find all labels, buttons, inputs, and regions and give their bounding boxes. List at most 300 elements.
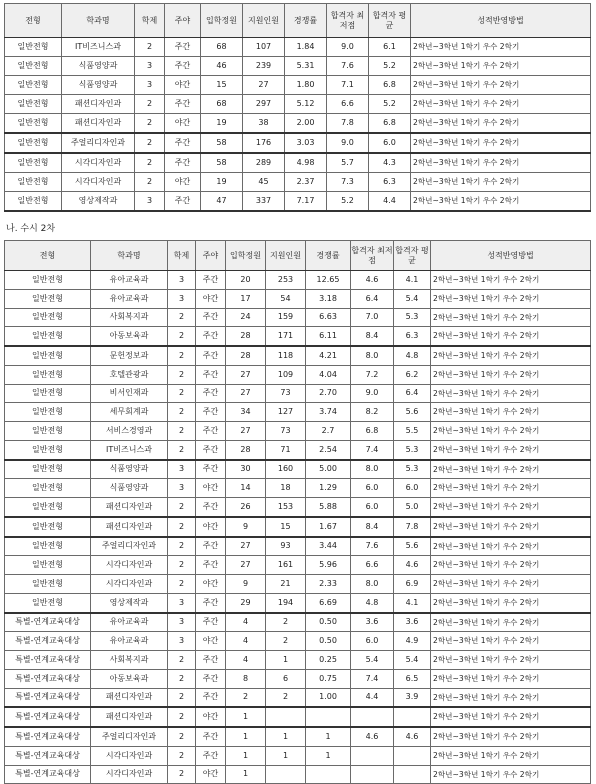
cell-min-score: 8.0 — [351, 346, 394, 365]
cell-quota: 20 — [226, 271, 266, 290]
cell-type: 일반전형 — [5, 460, 91, 479]
cell-applicants: 171 — [266, 327, 306, 346]
cell-grade-method: 2학년~3학년 1학기 우수 2학기 — [431, 271, 591, 290]
cell-type: 일반전형 — [5, 57, 62, 76]
cell-competition-rate: 5.88 — [306, 498, 351, 517]
cell-grade-method: 2학년~3학년 1학기 우수 2학기 — [431, 403, 591, 422]
cell-quota: 2 — [226, 688, 266, 707]
cell-applicants: 107 — [243, 38, 285, 57]
cell-min-score: 7.1 — [327, 76, 369, 95]
cell-avg-score: 4.8 — [394, 346, 431, 365]
cell-quota: 8 — [226, 669, 266, 688]
table-row — [5, 422, 591, 441]
cell-quota: 4 — [226, 632, 266, 651]
cell-avg-score: 5.4 — [394, 651, 431, 670]
cell-years: 2 — [135, 173, 165, 192]
cell-grade-method: 2학년~3학년 1학기 우수 2학기 — [431, 498, 591, 517]
col-header-department: 학과명 — [62, 4, 135, 38]
cell-day-night: 주간 — [196, 308, 226, 327]
cell-grade-method: 2학년~3학년 1학기 우수 2학기 — [411, 153, 591, 173]
cell-day-night: 주간 — [165, 38, 201, 57]
cell-day-night: 야간 — [165, 114, 201, 134]
cell-min-score: 7.4 — [351, 669, 394, 688]
cell-quota: 68 — [201, 38, 243, 57]
col-header-type: 전형 — [5, 241, 91, 271]
cell-department: 유아교육과 — [91, 613, 168, 632]
cell-avg-score: 6.0 — [369, 133, 411, 153]
table-row — [5, 746, 591, 765]
cell-type: 일반전형 — [5, 517, 91, 537]
cell-department: 식품영양과 — [91, 479, 168, 498]
cell-quota: 1 — [226, 727, 266, 746]
cell-day-night: 주간 — [196, 556, 226, 575]
cell-min-score: 4.8 — [351, 593, 394, 612]
cell-min-score: 5.7 — [327, 153, 369, 173]
cell-department: IT비즈니스과 — [91, 440, 168, 459]
cell-day-night: 주간 — [196, 613, 226, 632]
cell-competition-rate: 1 — [306, 727, 351, 746]
cell-years: 2 — [168, 575, 196, 594]
cell-applicants: 71 — [266, 440, 306, 459]
cell-department: 식품영양과 — [62, 76, 135, 95]
table-row — [5, 192, 591, 212]
cell-min-score: 8.0 — [351, 575, 394, 594]
table1-header-row — [5, 4, 591, 38]
cell-department: 패션디자인과 — [91, 517, 168, 537]
cell-day-night: 주간 — [196, 440, 226, 459]
cell-applicants: 1 — [266, 746, 306, 765]
table-row — [5, 173, 591, 192]
col-header-avg-score: 합격자 평균 — [372, 11, 407, 30]
cell-competition-rate: 3.44 — [306, 537, 351, 556]
cell-department: 유아교육과 — [91, 271, 168, 290]
cell-quota: 1 — [226, 765, 266, 784]
cell-type: 특별-연계교육대상 — [5, 613, 91, 632]
cell-min-score: 6.0 — [351, 479, 394, 498]
cell-avg-score: 6.3 — [369, 173, 411, 192]
cell-avg-score — [394, 746, 431, 765]
cell-min-score: 6.0 — [351, 632, 394, 651]
cell-department: 시각디자인과 — [62, 153, 135, 173]
cell-avg-score: 5.2 — [369, 57, 411, 76]
cell-quota: 58 — [201, 133, 243, 153]
cell-avg-score: 6.9 — [394, 575, 431, 594]
cell-min-score — [351, 765, 394, 784]
cell-competition-rate: 0.50 — [306, 632, 351, 651]
cell-grade-method: 2학년~3학년 1학기 우수 2학기 — [431, 669, 591, 688]
cell-day-night: 주간 — [165, 133, 201, 153]
cell-min-score: 6.6 — [327, 95, 369, 114]
cell-competition-rate: 4.21 — [306, 346, 351, 365]
cell-applicants: 1 — [266, 651, 306, 670]
cell-avg-score — [394, 707, 431, 727]
cell-grade-method: 2학년~3학년 1학기 우수 2학기 — [431, 707, 591, 727]
cell-years: 3 — [168, 593, 196, 612]
cell-department: 아동보육과 — [91, 327, 168, 346]
cell-grade-method: 2학년~3학년 1학기 우수 2학기 — [431, 632, 591, 651]
cell-competition-rate: 2.54 — [306, 440, 351, 459]
cell-applicants: 289 — [243, 153, 285, 173]
cell-day-night: 주간 — [196, 271, 226, 290]
admission-results-table-1 — [4, 3, 591, 212]
cell-day-night: 주간 — [196, 460, 226, 479]
cell-department: 사회복지과 — [91, 651, 168, 670]
table-row — [5, 517, 591, 537]
cell-min-score: 5.4 — [351, 651, 394, 670]
cell-grade-method: 2학년~3학년 1학기 우수 2학기 — [431, 327, 591, 346]
cell-years: 2 — [168, 308, 196, 327]
cell-applicants: 176 — [243, 133, 285, 153]
cell-competition-rate — [306, 765, 351, 784]
cell-type: 일반전형 — [5, 556, 91, 575]
cell-applicants: 73 — [266, 384, 306, 403]
table-row — [5, 460, 591, 479]
cell-grade-method: 2학년~3학년 1학기 우수 2학기 — [411, 133, 591, 153]
table-row — [5, 95, 591, 114]
cell-years: 2 — [168, 365, 196, 384]
cell-avg-score: 4.1 — [394, 593, 431, 612]
cell-department: 주얼리디자인과 — [91, 727, 168, 746]
table2-header-row — [5, 241, 591, 271]
cell-grade-method: 2학년~3학년 1학기 우수 2학기 — [411, 38, 591, 57]
cell-day-night: 주간 — [165, 192, 201, 212]
col-header-min-score: 합격자 최저점 — [351, 246, 393, 265]
cell-min-score: 6.4 — [351, 289, 394, 308]
cell-applicants: 2 — [266, 632, 306, 651]
cell-competition-rate: 5.96 — [306, 556, 351, 575]
table-row — [5, 765, 591, 784]
col-header-day-night: 주야 — [196, 241, 226, 271]
cell-years: 2 — [168, 669, 196, 688]
cell-years: 3 — [168, 289, 196, 308]
cell-competition-rate: 5.00 — [306, 460, 351, 479]
cell-avg-score: 5.5 — [394, 422, 431, 441]
cell-type: 일반전형 — [5, 440, 91, 459]
table-row — [5, 613, 591, 632]
table-row — [5, 403, 591, 422]
table-row — [5, 556, 591, 575]
table-row — [5, 271, 591, 290]
cell-years: 2 — [135, 133, 165, 153]
cell-applicants: 21 — [266, 575, 306, 594]
table-row — [5, 688, 591, 707]
cell-competition-rate: 1 — [306, 746, 351, 765]
cell-years: 2 — [168, 537, 196, 556]
cell-day-night: 주간 — [196, 669, 226, 688]
cell-min-score: 8.2 — [351, 403, 394, 422]
cell-applicants: 337 — [243, 192, 285, 212]
table-row — [5, 308, 591, 327]
cell-min-score: 9.0 — [351, 384, 394, 403]
cell-applicants: 194 — [266, 593, 306, 612]
cell-competition-rate: 12.65 — [306, 271, 351, 290]
cell-quota: 14 — [226, 479, 266, 498]
cell-avg-score: 6.8 — [369, 114, 411, 134]
cell-competition-rate: 4.04 — [306, 365, 351, 384]
cell-grade-method: 2학년~3학년 1학기 우수 2학기 — [431, 575, 591, 594]
cell-applicants: 93 — [266, 537, 306, 556]
cell-applicants: 160 — [266, 460, 306, 479]
cell-avg-score: 6.0 — [394, 479, 431, 498]
cell-department: 서비스경영과 — [91, 422, 168, 441]
col-header-type: 전형 — [5, 4, 62, 38]
table-row — [5, 669, 591, 688]
cell-competition-rate: 2.37 — [285, 173, 327, 192]
cell-department: IT비즈니스과 — [62, 38, 135, 57]
cell-applicants: 27 — [243, 76, 285, 95]
cell-competition-rate: 1.80 — [285, 76, 327, 95]
cell-department: 시각디자인과 — [91, 556, 168, 575]
admission-results-table-2 — [4, 240, 591, 784]
table-row — [5, 632, 591, 651]
cell-years: 3 — [168, 271, 196, 290]
cell-quota: 27 — [226, 365, 266, 384]
section-title-second-round: 나. 수시 2차 — [6, 224, 56, 234]
cell-applicants: 18 — [266, 479, 306, 498]
cell-grade-method: 2학년~3학년 1학기 우수 2학기 — [411, 114, 591, 134]
cell-day-night: 주간 — [196, 593, 226, 612]
col-header-applicants: 지원인원 — [266, 241, 306, 271]
cell-quota: 46 — [201, 57, 243, 76]
cell-grade-method: 2학년~3학년 1학기 우수 2학기 — [431, 746, 591, 765]
cell-applicants: 297 — [243, 95, 285, 114]
table-row — [5, 289, 591, 308]
cell-grade-method: 2학년~3학년 1학기 우수 2학기 — [431, 613, 591, 632]
cell-min-score — [351, 707, 394, 727]
cell-quota: 30 — [226, 460, 266, 479]
table-row — [5, 346, 591, 365]
cell-min-score: 7.6 — [327, 57, 369, 76]
cell-type: 일반전형 — [5, 38, 62, 57]
cell-years: 2 — [168, 707, 196, 727]
table-row — [5, 38, 591, 57]
cell-competition-rate: 2.00 — [285, 114, 327, 134]
table-row — [5, 593, 591, 612]
cell-avg-score: 3.6 — [394, 613, 431, 632]
cell-quota: 17 — [226, 289, 266, 308]
cell-years: 2 — [168, 346, 196, 365]
cell-competition-rate: 5.12 — [285, 95, 327, 114]
cell-applicants: 15 — [266, 517, 306, 537]
cell-day-night: 야간 — [196, 632, 226, 651]
cell-quota: 27 — [226, 556, 266, 575]
cell-quota: 4 — [226, 613, 266, 632]
cell-grade-method: 2학년~3학년 1학기 우수 2학기 — [431, 556, 591, 575]
cell-avg-score: 5.3 — [394, 460, 431, 479]
cell-min-score: 4.6 — [351, 727, 394, 746]
cell-type: 특별-연계교육대상 — [5, 707, 91, 727]
table-row — [5, 727, 591, 746]
cell-quota: 27 — [226, 384, 266, 403]
cell-avg-score: 4.3 — [369, 153, 411, 173]
cell-day-night: 주간 — [196, 537, 226, 556]
cell-department: 시각디자인과 — [62, 173, 135, 192]
cell-type: 특별-연계교육대상 — [5, 746, 91, 765]
cell-type: 일반전형 — [5, 173, 62, 192]
cell-avg-score: 6.4 — [394, 384, 431, 403]
cell-competition-rate: 6.69 — [306, 593, 351, 612]
cell-years: 3 — [168, 479, 196, 498]
col-header-grade-method: 성적반영방법 — [411, 4, 591, 38]
cell-years: 2 — [168, 727, 196, 746]
cell-quota: 29 — [226, 593, 266, 612]
cell-type: 일반전형 — [5, 346, 91, 365]
cell-min-score: 6.6 — [351, 556, 394, 575]
cell-type: 일반전형 — [5, 403, 91, 422]
cell-avg-score: 5.6 — [394, 537, 431, 556]
cell-type: 일반전형 — [5, 153, 62, 173]
table-row — [5, 537, 591, 556]
cell-years: 2 — [135, 95, 165, 114]
cell-type: 일반전형 — [5, 133, 62, 153]
cell-grade-method: 2학년~3학년 1학기 우수 2학기 — [431, 365, 591, 384]
cell-grade-method: 2학년~3학년 1학기 우수 2학기 — [431, 688, 591, 707]
cell-quota: 28 — [226, 440, 266, 459]
cell-day-night: 주간 — [196, 384, 226, 403]
cell-department: 영상제작과 — [91, 593, 168, 612]
table-row — [5, 707, 591, 727]
cell-competition-rate: 6.11 — [306, 327, 351, 346]
cell-department: 유아교육과 — [91, 632, 168, 651]
cell-competition-rate — [306, 707, 351, 727]
cell-avg-score: 6.8 — [369, 76, 411, 95]
cell-avg-score — [394, 765, 431, 784]
cell-day-night: 주간 — [165, 153, 201, 173]
cell-department: 시각디자인과 — [91, 765, 168, 784]
col-header-years: 학제 — [168, 241, 196, 271]
cell-avg-score: 4.1 — [394, 271, 431, 290]
col-header-department: 학과명 — [91, 241, 168, 271]
cell-years: 2 — [168, 440, 196, 459]
cell-applicants: 54 — [266, 289, 306, 308]
cell-avg-score: 5.3 — [394, 308, 431, 327]
cell-years: 2 — [168, 422, 196, 441]
cell-type: 일반전형 — [5, 327, 91, 346]
cell-type: 일반전형 — [5, 537, 91, 556]
cell-department: 식품영양과 — [62, 57, 135, 76]
cell-day-night: 야간 — [165, 76, 201, 95]
cell-day-night: 야간 — [196, 765, 226, 784]
cell-applicants: 118 — [266, 346, 306, 365]
cell-applicants: 45 — [243, 173, 285, 192]
col-header-applicants: 지원인원 — [243, 4, 285, 38]
cell-grade-method: 2학년~3학년 1학기 우수 2학기 — [431, 308, 591, 327]
cell-min-score: 9.0 — [327, 38, 369, 57]
cell-applicants: 73 — [266, 422, 306, 441]
cell-department: 세무회계과 — [91, 403, 168, 422]
cell-type: 일반전형 — [5, 76, 62, 95]
cell-competition-rate: 0.50 — [306, 613, 351, 632]
cell-day-night: 야간 — [196, 289, 226, 308]
table-row — [5, 498, 591, 517]
cell-avg-score: 5.4 — [394, 289, 431, 308]
cell-quota: 19 — [201, 173, 243, 192]
cell-applicants: 6 — [266, 669, 306, 688]
cell-grade-method: 2학년~3학년 1학기 우수 2학기 — [431, 422, 591, 441]
cell-department: 문헌정보과 — [91, 346, 168, 365]
cell-type: 일반전형 — [5, 498, 91, 517]
col-header-quota: 입학정원 — [201, 4, 243, 38]
cell-grade-method: 2학년~3학년 1학기 우수 2학기 — [431, 651, 591, 670]
col-header-competition-rate: 경쟁률 — [285, 4, 327, 38]
cell-avg-score: 5.6 — [394, 403, 431, 422]
cell-competition-rate: 1.84 — [285, 38, 327, 57]
cell-quota: 24 — [226, 308, 266, 327]
cell-min-score: 7.6 — [351, 537, 394, 556]
cell-type: 일반전형 — [5, 365, 91, 384]
cell-department: 시각디자인과 — [91, 746, 168, 765]
cell-years: 2 — [168, 403, 196, 422]
cell-years: 3 — [168, 632, 196, 651]
cell-day-night: 주간 — [165, 57, 201, 76]
cell-competition-rate: 0.25 — [306, 651, 351, 670]
cell-grade-method: 2학년~3학년 1학기 우수 2학기 — [411, 192, 591, 212]
table-row — [5, 575, 591, 594]
table-row — [5, 651, 591, 670]
cell-grade-method: 2학년~3학년 1학기 우수 2학기 — [411, 76, 591, 95]
cell-type: 일반전형 — [5, 593, 91, 612]
cell-grade-method: 2학년~3학년 1학기 우수 2학기 — [431, 593, 591, 612]
cell-quota: 34 — [226, 403, 266, 422]
cell-avg-score: 6.1 — [369, 38, 411, 57]
cell-min-score: 7.2 — [351, 365, 394, 384]
cell-day-night: 주간 — [196, 498, 226, 517]
cell-type: 특별-연계교육대상 — [5, 727, 91, 746]
cell-type: 일반전형 — [5, 422, 91, 441]
cell-day-night: 주간 — [196, 727, 226, 746]
cell-type: 일반전형 — [5, 384, 91, 403]
cell-grade-method: 2학년~3학년 1학기 우수 2학기 — [431, 517, 591, 537]
col-header-day-night: 주야 — [165, 4, 201, 38]
cell-avg-score: 6.5 — [394, 669, 431, 688]
cell-applicants: 109 — [266, 365, 306, 384]
cell-years: 3 — [168, 460, 196, 479]
col-header-grade-method: 성적반영방법 — [431, 241, 591, 271]
cell-department: 유아교육과 — [91, 289, 168, 308]
cell-type: 특별-연계교육대상 — [5, 765, 91, 784]
cell-grade-method: 2학년~3학년 1학기 우수 2학기 — [431, 727, 591, 746]
cell-avg-score: 4.6 — [394, 727, 431, 746]
cell-avg-score: 7.8 — [394, 517, 431, 537]
cell-min-score: 7.8 — [327, 114, 369, 134]
cell-type: 일반전형 — [5, 308, 91, 327]
cell-competition-rate: 7.17 — [285, 192, 327, 212]
cell-avg-score: 4.6 — [394, 556, 431, 575]
cell-min-score: 6.8 — [351, 422, 394, 441]
cell-department: 주얼리디자인과 — [62, 133, 135, 153]
cell-min-score: 8.4 — [351, 517, 394, 537]
cell-quota: 28 — [226, 346, 266, 365]
cell-day-night: 야간 — [196, 479, 226, 498]
cell-min-score: 3.6 — [351, 613, 394, 632]
cell-years: 2 — [168, 384, 196, 403]
cell-day-night: 주간 — [196, 327, 226, 346]
cell-competition-rate: 1.67 — [306, 517, 351, 537]
cell-applicants: 253 — [266, 271, 306, 290]
cell-min-score: 6.0 — [351, 498, 394, 517]
cell-department: 식품영양과 — [91, 460, 168, 479]
cell-min-score: 7.0 — [351, 308, 394, 327]
cell-min-score — [351, 746, 394, 765]
cell-avg-score: 4.9 — [394, 632, 431, 651]
cell-years: 2 — [135, 38, 165, 57]
cell-day-night: 야간 — [196, 707, 226, 727]
col-header-competition-rate: 경쟁률 — [306, 241, 351, 271]
cell-department: 사회복지과 — [91, 308, 168, 327]
cell-quota: 68 — [201, 95, 243, 114]
cell-quota: 9 — [226, 517, 266, 537]
cell-avg-score: 6.2 — [394, 365, 431, 384]
